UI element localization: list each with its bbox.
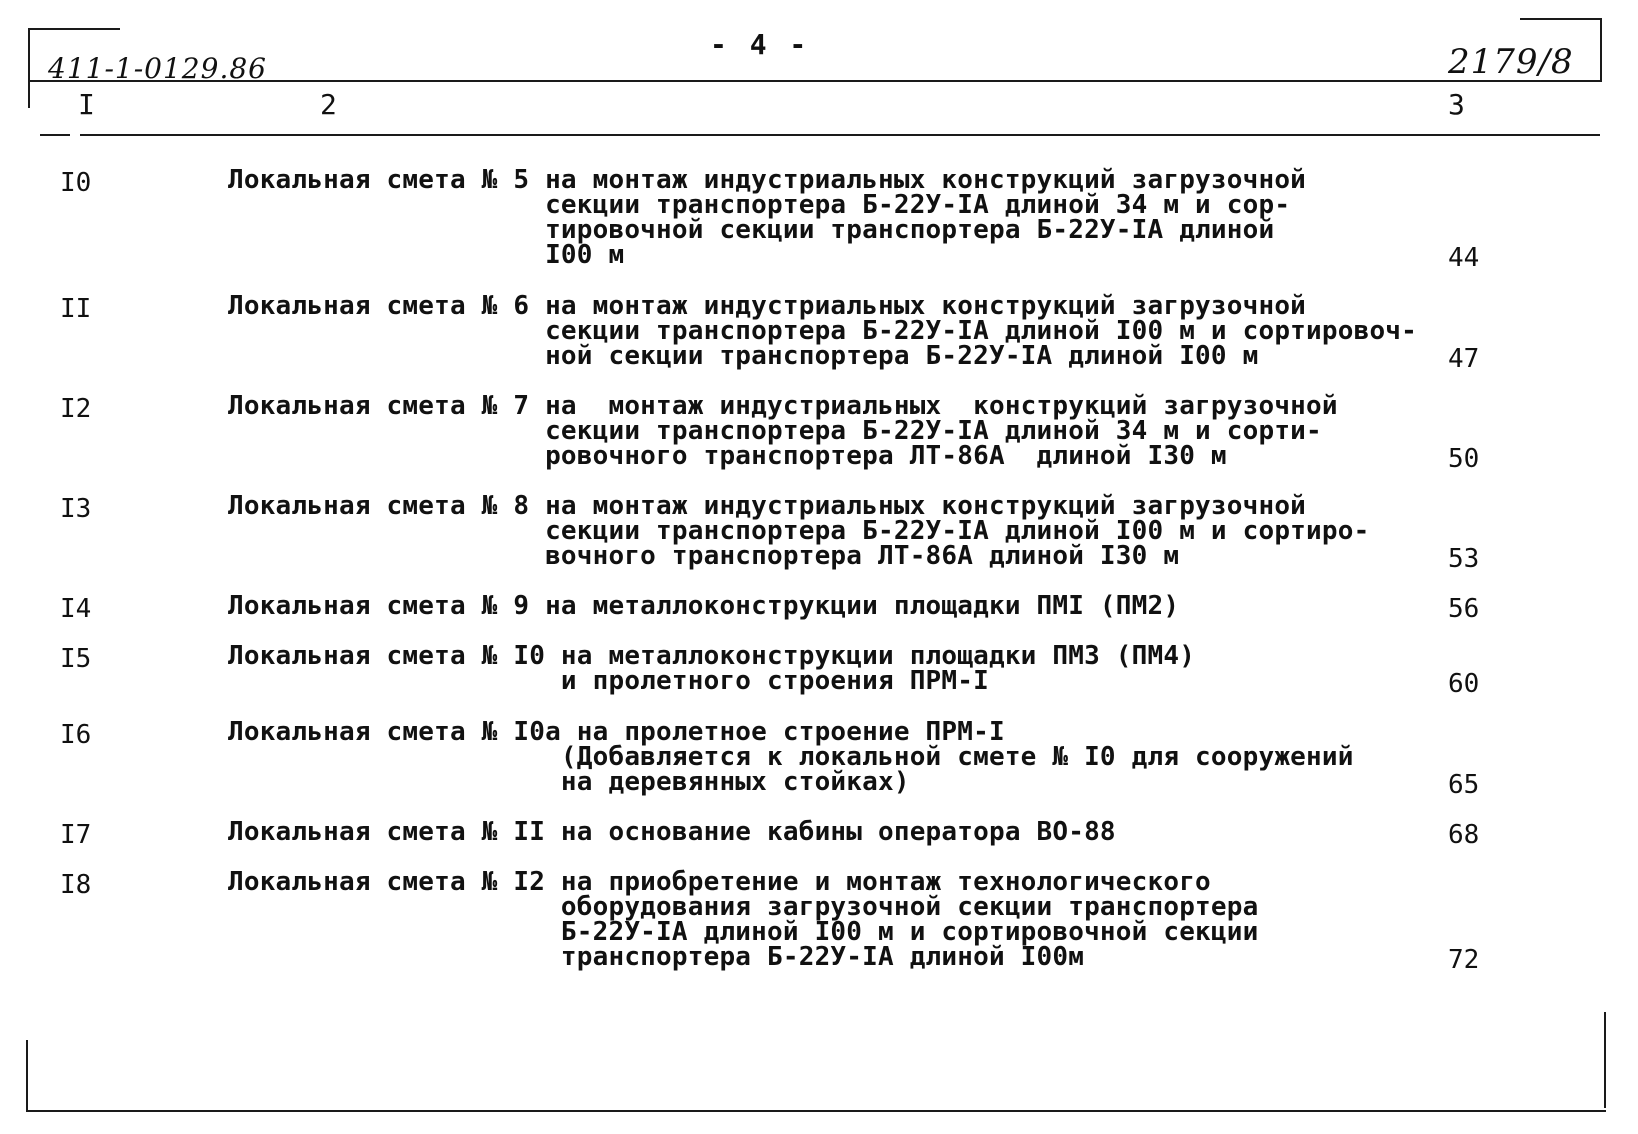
sheet-code: 2179/8 — [1448, 42, 1574, 82]
row-number: II — [60, 294, 92, 324]
column-header-2: 2 — [320, 88, 337, 121]
row-page: 72 — [1448, 945, 1480, 975]
row-number: I8 — [60, 870, 92, 900]
header-line-2 — [80, 134, 1600, 136]
column-header-3: 3 — [1448, 88, 1465, 121]
row-page: 65 — [1448, 770, 1480, 800]
row-number: I5 — [60, 644, 92, 674]
row-description: Локальная смета № I0 на металлоконструкции площадки ПМ3 (ПМ4) и пролетного строения ПРМ-I — [228, 641, 1196, 696]
row-page: 60 — [1448, 669, 1480, 699]
row-description: Локальная смета № 5 на монтаж индустриальных конструкций загрузочной секции транспортера Б-22У-IА длиной 34 м и сор- тировочной секции транспортера Б-22У-IА длиной I00 м — [228, 165, 1307, 270]
document-code: 411-1-0129.86 — [48, 52, 267, 85]
row-number: I3 — [60, 494, 92, 524]
page-number: - 4 - — [710, 28, 810, 61]
row-page: 53 — [1448, 544, 1480, 574]
row-description: Локальная смета № I0а на пролетное строение ПРМ-I (Добавляется к локальной смете № I0 для сооружений на деревянных стойках) — [228, 717, 1354, 797]
column-header-1: I — [78, 88, 95, 121]
row-number: I0 — [60, 168, 92, 198]
row-number: I2 — [60, 394, 92, 424]
frame-right-mid — [1604, 1012, 1606, 1108]
row-page: 68 — [1448, 820, 1480, 850]
row-description: Локальная смета № 7 на монтаж индустриальных конструкций загрузочной секции транспортера Б-22У-IА длиной 34 м и сорти- ровочного транспортера ЛТ-86А длиной I30 м — [228, 391, 1338, 471]
row-description: Локальная смета № II на основание кабины оператора ВО-88 — [228, 817, 1116, 847]
row-page: 47 — [1448, 344, 1480, 374]
frame-top-left — [28, 28, 120, 30]
row-page: 50 — [1448, 444, 1480, 474]
row-number: I4 — [60, 594, 92, 624]
row-page: 44 — [1448, 243, 1480, 273]
header-tick — [40, 134, 70, 136]
frame-top-right — [1520, 18, 1602, 20]
row-description: Локальная смета № 9 на металлоконструкции площадки ПМI (ПМ2) — [228, 591, 1180, 621]
row-page: 56 — [1448, 594, 1480, 624]
frame-right-top — [1600, 18, 1602, 80]
row-number: I7 — [60, 820, 92, 850]
frame-left-top — [28, 28, 30, 108]
row-description: Локальная смета № I2 на приобретение и монтаж технологического оборудования загрузочной секции транспортера Б-22У-IА длиной I00 м и сортировочной секции транспортера Б-22У-IА длиной I00м — [228, 867, 1259, 972]
row-description: Локальная смета № 6 на монтаж индустриальных конструкций загрузочной секции транспортера Б-22У-IА длиной I00 м и сортировоч- ной секции транспортера Б-22У-IА длиной I00 м — [228, 291, 1417, 371]
row-description: Локальная смета № 8 на монтаж индустриальных конструкций загрузочной секции транспортера Б-22У-IА длиной I00 м и сортиро- вочного транспортера ЛТ-86А длиной I30 м — [228, 491, 1370, 571]
footer-line — [26, 1110, 1606, 1112]
row-number: I6 — [60, 720, 92, 750]
frame-left-bottom — [26, 1040, 28, 1112]
